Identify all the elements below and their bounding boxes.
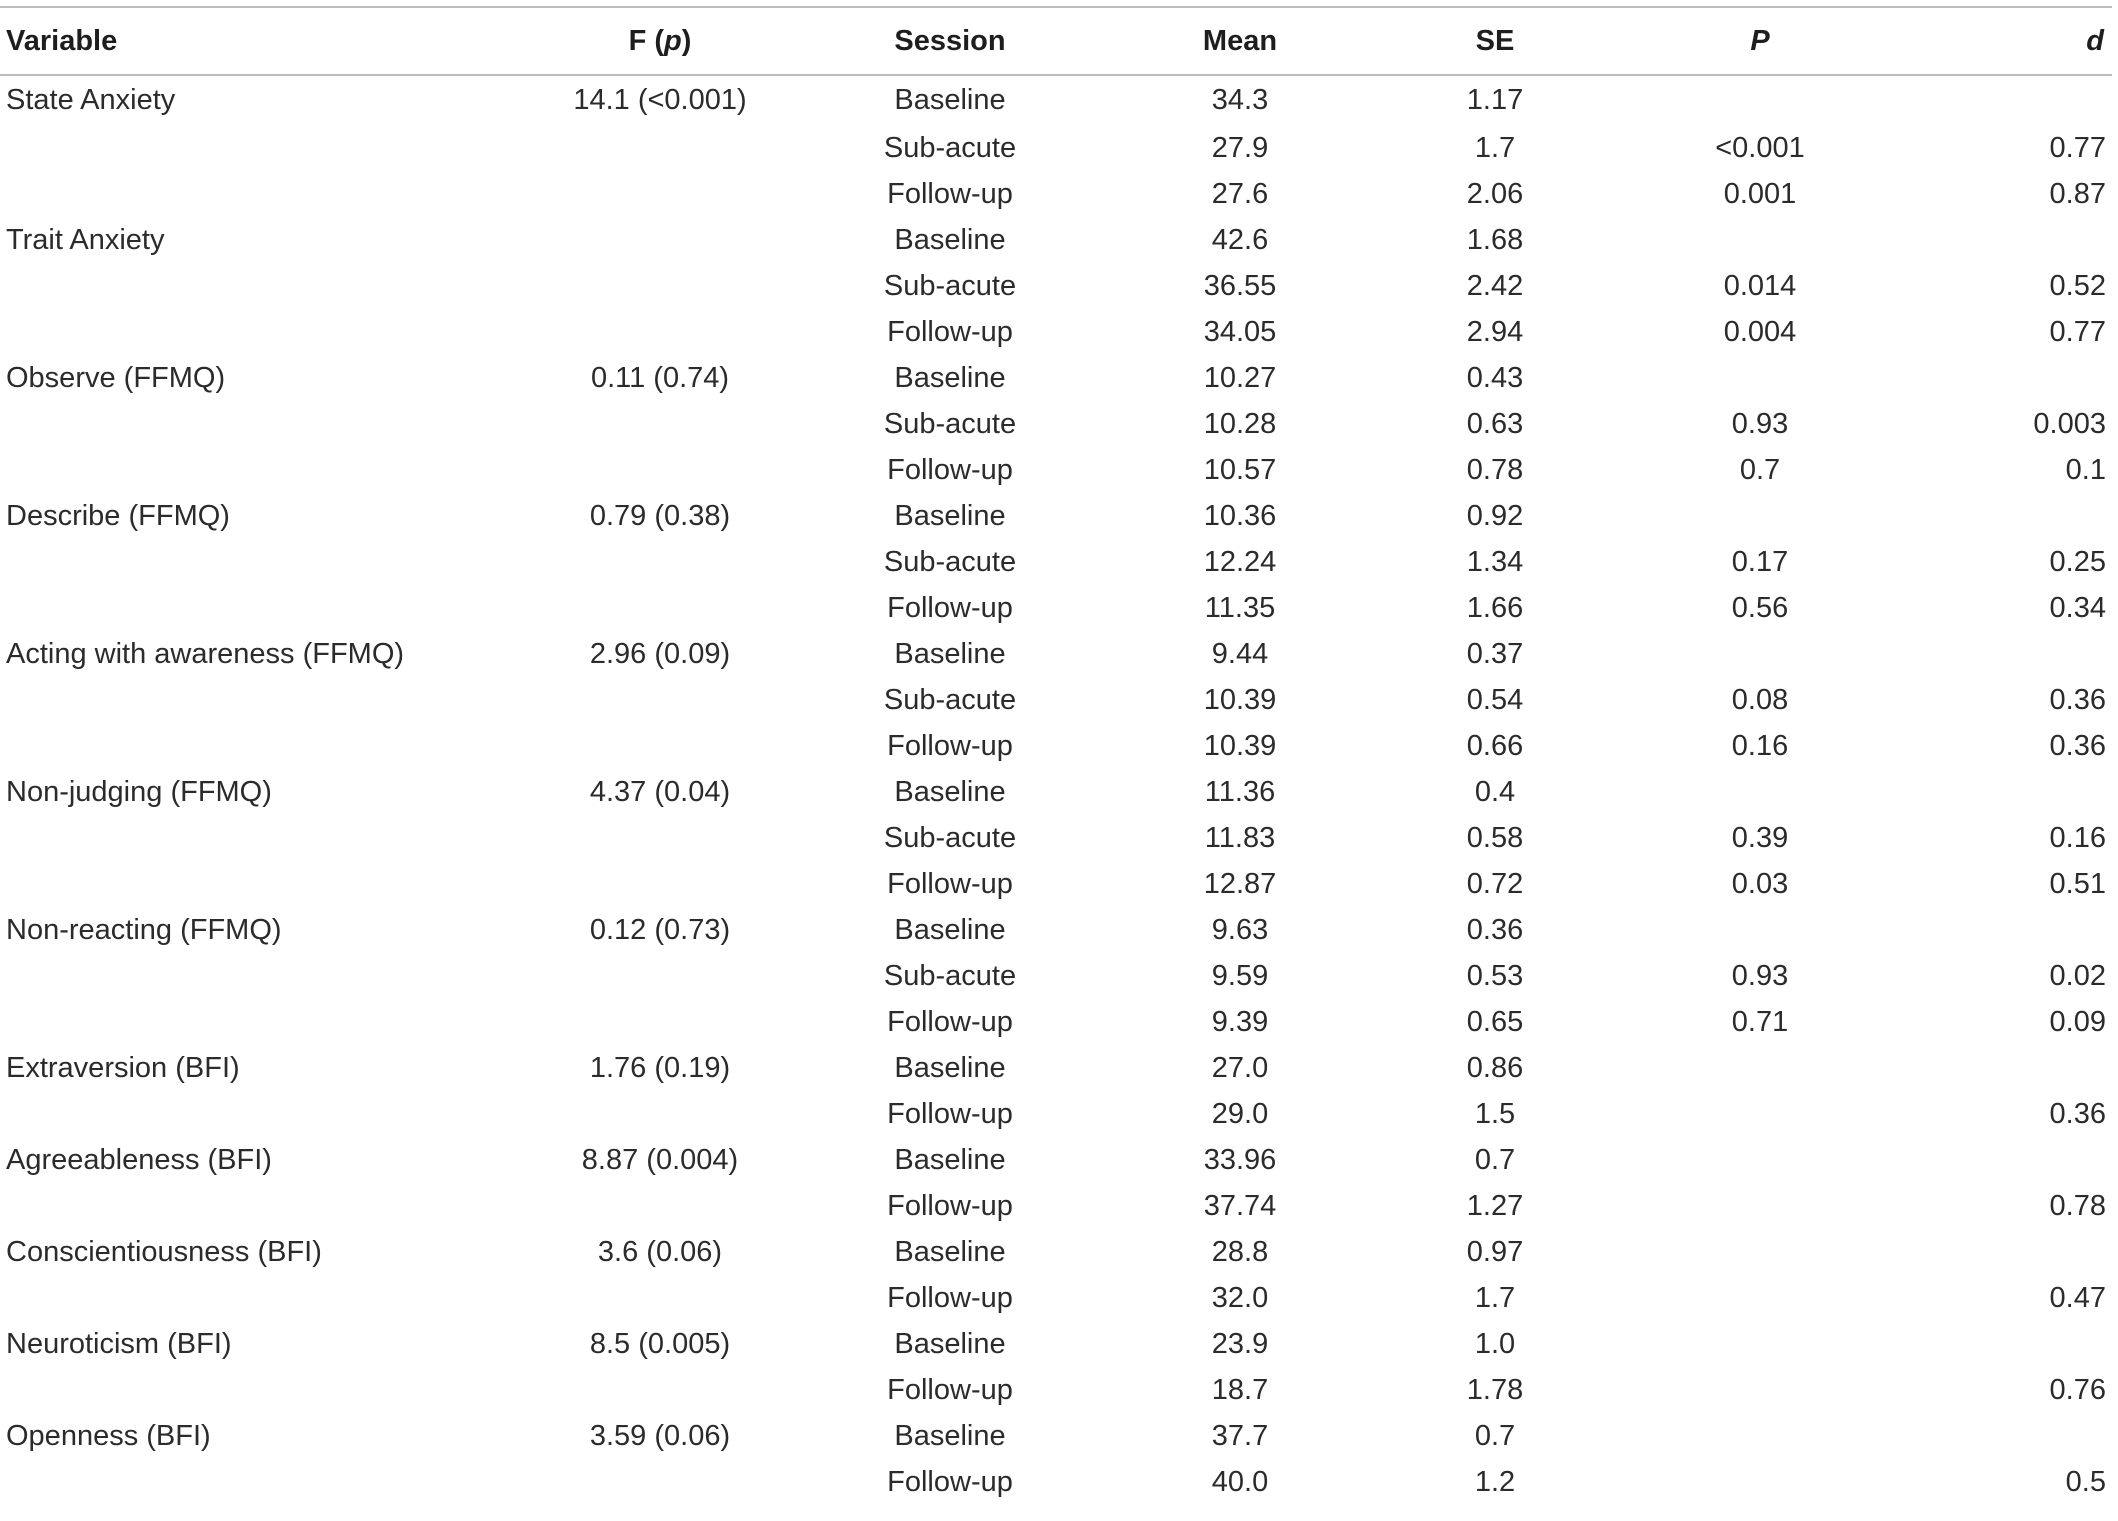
cell-mean: 10.39: [1203, 729, 1277, 762]
cell-se: 1.34: [1466, 545, 1524, 578]
cell-effect-size: [1910, 355, 2112, 401]
cell-session: Follow-up: [887, 1097, 1013, 1130]
cell-f-stat: [520, 999, 800, 1045]
table-row: [0, 263, 2112, 309]
cell-p-value: [1610, 1459, 1910, 1505]
table-row: [0, 447, 2112, 493]
cell-f-stat: [520, 585, 800, 631]
cell-se: 0.72: [1466, 867, 1524, 900]
cell-variable: [0, 861, 520, 907]
cell-se: 0.63: [1466, 407, 1524, 440]
table-row: [0, 815, 2112, 861]
results-table: [0, 6, 2112, 1505]
cell-variable: Acting with awareness (FFMQ): [6, 637, 405, 670]
cell-mean: 42.6: [1211, 223, 1269, 256]
cell-effect-size: [1910, 75, 2112, 125]
cell-p-value: 0.08: [1731, 683, 1789, 716]
cell-variable: [0, 953, 520, 999]
cell-f-stat: 2.96 (0.09): [589, 637, 731, 670]
cell-p-value: 0.014: [1723, 269, 1797, 302]
cell-effect-size: 0.36: [2049, 729, 2106, 762]
cell-session: Sub-acute: [883, 959, 1017, 992]
header-session: Session: [800, 7, 1100, 75]
cell-mean: 18.7: [1211, 1373, 1269, 1406]
cell-effect-size: [1910, 1321, 2112, 1367]
cell-f-stat: 4.37 (0.04): [589, 775, 731, 808]
cell-f-stat: [520, 953, 800, 999]
cell-f-stat: [520, 723, 800, 769]
cell-variable: [0, 125, 520, 171]
cell-variable: [0, 309, 520, 355]
cell-variable: [0, 539, 520, 585]
cell-effect-size: 0.1: [2065, 453, 2106, 486]
cell-se: 1.68: [1466, 223, 1524, 256]
cell-variable: State Anxiety: [6, 84, 176, 116]
cell-se: 1.66: [1466, 591, 1524, 624]
cell-se: 0.4: [1474, 775, 1516, 808]
cell-se: 0.7: [1474, 1143, 1516, 1176]
cell-mean: 10.28: [1203, 407, 1277, 440]
cell-variable: Extraversion (BFI): [6, 1051, 240, 1084]
cell-mean: 11.36: [1204, 775, 1276, 808]
cell-f-stat: 0.12 (0.73): [589, 913, 731, 946]
cell-p-value: 0.17: [1731, 545, 1789, 578]
cell-p-value: [1610, 1229, 1910, 1275]
cell-p-value: 0.004: [1723, 315, 1797, 348]
results-table-container: [0, 6, 2118, 1521]
cell-effect-size: [1910, 769, 2112, 815]
cell-p-value: 0.93: [1731, 407, 1789, 440]
cell-variable: [0, 1091, 520, 1137]
table-row: [0, 907, 2112, 953]
cell-variable: [0, 263, 520, 309]
cell-effect-size: 0.34: [2049, 591, 2106, 624]
cell-effect-size: 0.25: [2049, 545, 2106, 578]
cell-mean: 34.3: [1211, 84, 1269, 116]
table-row: [0, 1137, 2112, 1183]
table-row: [0, 1367, 2112, 1413]
cell-p-value: 0.03: [1731, 867, 1789, 900]
cell-effect-size: [1910, 907, 2112, 953]
table-row: [0, 723, 2112, 769]
cell-session: Follow-up: [887, 1189, 1013, 1222]
table-row: [0, 309, 2112, 355]
cell-session: Sub-acute: [883, 269, 1017, 302]
cell-f-stat: [520, 447, 800, 493]
cell-p-value: [1610, 769, 1910, 815]
cell-se: 1.5: [1474, 1097, 1516, 1130]
cell-effect-size: 0.78: [2049, 1189, 2106, 1222]
cell-se: 0.86: [1466, 1051, 1524, 1084]
cell-effect-size: 0.51: [2049, 867, 2106, 900]
cell-p-value: [1610, 75, 1910, 125]
cell-p-value: 0.56: [1731, 591, 1789, 624]
cell-mean: 36.55: [1203, 269, 1277, 302]
cell-mean: 12.24: [1203, 545, 1277, 578]
cell-effect-size: [1910, 217, 2112, 263]
table-row: [0, 171, 2112, 217]
cell-session: Follow-up: [887, 867, 1013, 900]
cell-effect-size: 0.47: [2049, 1281, 2106, 1314]
cell-session: Sub-acute: [883, 821, 1017, 854]
cell-se: 2.94: [1466, 315, 1524, 348]
cell-se: 2.06: [1466, 177, 1524, 210]
cell-mean: 10.36: [1203, 499, 1277, 532]
cell-f-stat: [520, 309, 800, 355]
cell-variable: [0, 815, 520, 861]
table-row: [0, 677, 2112, 723]
cell-variable: [0, 1183, 520, 1229]
header-p: P: [1610, 7, 1910, 75]
cell-se: 1.0: [1474, 1327, 1516, 1360]
cell-variable: Non-judging (FFMQ): [6, 775, 272, 808]
cell-f-stat: 0.79 (0.38): [589, 499, 731, 532]
cell-variable: Non-reacting (FFMQ): [6, 913, 282, 946]
cell-mean: 10.27: [1203, 361, 1277, 394]
cell-variable: Agreeableness (BFI): [6, 1143, 272, 1176]
cell-session: Baseline: [894, 84, 1006, 116]
cell-session: Baseline: [894, 775, 1006, 808]
cell-effect-size: 0.02: [2049, 959, 2106, 992]
cell-f-stat: [520, 1275, 800, 1321]
cell-se: 0.65: [1466, 1005, 1524, 1038]
cell-session: Follow-up: [887, 453, 1013, 486]
cell-session: Baseline: [894, 361, 1006, 394]
cell-mean: 10.57: [1203, 453, 1277, 486]
cell-f-stat: [520, 217, 800, 263]
cell-effect-size: 0.87: [2049, 177, 2106, 210]
cell-variable: [0, 1275, 520, 1321]
header-mean: Mean: [1100, 7, 1380, 75]
cell-p-value: [1610, 1137, 1910, 1183]
cell-p-value: 0.71: [1731, 1005, 1789, 1038]
cell-effect-size: 0.09: [2049, 1005, 2106, 1038]
cell-variable: [0, 447, 520, 493]
cell-f-stat: [520, 677, 800, 723]
cell-se: 1.17: [1466, 84, 1524, 116]
cell-se: 1.7: [1474, 131, 1516, 164]
cell-variable: [0, 677, 520, 723]
cell-session: Follow-up: [887, 1373, 1013, 1406]
cell-p-value: [1610, 1091, 1910, 1137]
table-row: [0, 1183, 2112, 1229]
cell-session: Baseline: [894, 1235, 1006, 1268]
cell-variable: Conscientiousness (BFI): [6, 1235, 322, 1268]
cell-mean: 27.6: [1211, 177, 1269, 210]
cell-effect-size: [1910, 493, 2112, 539]
cell-se: 0.7: [1474, 1419, 1516, 1452]
cell-p-value: 0.39: [1731, 821, 1789, 854]
cell-mean: 27.0: [1211, 1051, 1269, 1084]
header-f-p: p: [664, 24, 682, 57]
cell-mean: 37.74: [1203, 1189, 1277, 1222]
cell-f-stat: 1.76 (0.19): [589, 1051, 731, 1084]
cell-session: Baseline: [894, 637, 1006, 670]
cell-variable: [0, 585, 520, 631]
cell-p-value: [1610, 907, 1910, 953]
cell-variable: Neuroticism (BFI): [6, 1327, 232, 1360]
cell-session: Baseline: [894, 1143, 1006, 1176]
table-row: [0, 861, 2112, 907]
cell-mean: 32.0: [1211, 1281, 1269, 1314]
cell-session: Baseline: [894, 1051, 1006, 1084]
cell-p-value: [1610, 1321, 1910, 1367]
cell-session: Sub-acute: [883, 131, 1017, 164]
table-row: [0, 1275, 2112, 1321]
cell-f-stat: [520, 815, 800, 861]
cell-effect-size: 0.36: [2049, 683, 2106, 716]
cell-mean: 27.9: [1211, 131, 1269, 164]
cell-session: Baseline: [894, 913, 1006, 946]
cell-se: 1.7: [1474, 1281, 1516, 1314]
cell-mean: 11.83: [1204, 821, 1276, 854]
cell-variable: [0, 723, 520, 769]
cell-p-value: [1610, 1413, 1910, 1459]
cell-effect-size: 0.16: [2049, 821, 2106, 854]
cell-se: 1.78: [1466, 1373, 1524, 1406]
cell-session: Baseline: [894, 1419, 1006, 1452]
table-row: [0, 539, 2112, 585]
cell-session: Baseline: [894, 223, 1006, 256]
cell-se: 0.43: [1466, 361, 1524, 394]
cell-session: Follow-up: [887, 591, 1013, 624]
cell-session: Follow-up: [887, 729, 1013, 762]
table-row: [0, 1229, 2112, 1275]
cell-mean: 33.96: [1203, 1143, 1277, 1176]
cell-p-value: [1610, 1275, 1910, 1321]
cell-effect-size: [1910, 631, 2112, 677]
cell-p-value: [1610, 493, 1910, 539]
cell-session: Follow-up: [887, 177, 1013, 210]
cell-f-stat: [520, 1367, 800, 1413]
header-f: [520, 7, 800, 75]
cell-se: 2.42: [1466, 269, 1524, 302]
cell-mean: 9.59: [1211, 959, 1269, 992]
table-row: [0, 1413, 2112, 1459]
cell-f-stat: [520, 263, 800, 309]
cell-se: 0.66: [1466, 729, 1524, 762]
cell-effect-size: 0.003: [2033, 407, 2106, 440]
table-row: [0, 769, 2112, 815]
table-row: [0, 493, 2112, 539]
cell-f-stat: 14.1 (<0.001): [573, 84, 747, 116]
cell-mean: 9.44: [1211, 637, 1269, 670]
cell-session: Sub-acute: [883, 407, 1017, 440]
cell-session: Follow-up: [887, 1005, 1013, 1038]
cell-variable: [0, 999, 520, 1045]
header-row: [0, 7, 2112, 75]
cell-se: 0.36: [1466, 913, 1524, 946]
cell-variable: [0, 1459, 520, 1505]
header-variable: Variable: [0, 7, 520, 75]
cell-effect-size: [1910, 1045, 2112, 1091]
table-body: [0, 75, 2112, 1505]
cell-p-value: 0.93: [1731, 959, 1789, 992]
table-row: [0, 1045, 2112, 1091]
table-row: [0, 631, 2112, 677]
table-row: [0, 1321, 2112, 1367]
table-row: [0, 999, 2112, 1045]
cell-mean: 9.39: [1211, 1005, 1269, 1038]
cell-session: Sub-acute: [883, 545, 1017, 578]
cell-f-stat: 3.59 (0.06): [589, 1419, 731, 1452]
table-row: [0, 217, 2112, 263]
cell-f-stat: [520, 861, 800, 907]
cell-f-stat: [520, 125, 800, 171]
cell-variable: Observe (FFMQ): [6, 361, 226, 394]
table-header: [0, 7, 2112, 75]
table-row: [0, 1091, 2112, 1137]
cell-mean: 37.7: [1211, 1419, 1269, 1452]
cell-p-value: [1610, 217, 1910, 263]
cell-mean: 23.9: [1211, 1327, 1269, 1360]
cell-effect-size: 0.5: [2065, 1465, 2106, 1498]
cell-mean: 10.39: [1203, 683, 1277, 716]
cell-f-stat: [520, 1091, 800, 1137]
cell-mean: 29.0: [1211, 1097, 1269, 1130]
cell-se: 1.2: [1474, 1465, 1516, 1498]
cell-f-stat: 3.6 (0.06): [597, 1235, 723, 1268]
cell-f-stat: [520, 1183, 800, 1229]
cell-mean: 12.87: [1203, 867, 1277, 900]
cell-effect-size: [1910, 1229, 2112, 1275]
cell-session: Sub-acute: [883, 683, 1017, 716]
table-row: [0, 953, 2112, 999]
table-row: [0, 585, 2112, 631]
header-d: d: [1910, 7, 2112, 75]
cell-effect-size: [1910, 1413, 2112, 1459]
cell-p-value: 0.001: [1723, 177, 1797, 210]
cell-f-stat: [520, 539, 800, 585]
cell-variable: [0, 171, 520, 217]
cell-effect-size: [1910, 1137, 2112, 1183]
cell-effect-size: 0.77: [2049, 131, 2106, 164]
cell-p-value: [1610, 355, 1910, 401]
cell-session: Follow-up: [887, 1281, 1013, 1314]
cell-f-stat: 8.5 (0.005): [589, 1327, 731, 1360]
cell-p-value: 0.7: [1739, 453, 1781, 486]
table-row: [0, 355, 2112, 401]
table-row: [0, 125, 2112, 171]
cell-se: 0.92: [1466, 499, 1524, 532]
cell-p-value: [1610, 1045, 1910, 1091]
table-row: [0, 75, 2112, 125]
cell-session: Baseline: [894, 1327, 1006, 1360]
cell-p-value: <0.001: [1715, 131, 1805, 164]
cell-se: 0.78: [1466, 453, 1524, 486]
cell-variable: Trait Anxiety: [6, 223, 165, 256]
cell-se: 0.54: [1466, 683, 1524, 716]
cell-variable: Openness (BFI): [6, 1419, 211, 1452]
cell-mean: 28.8: [1211, 1235, 1269, 1268]
cell-effect-size: 0.52: [2049, 269, 2106, 302]
table-row: [0, 1459, 2112, 1505]
header-se: SE: [1380, 7, 1610, 75]
cell-effect-size: 0.36: [2049, 1097, 2106, 1130]
cell-se: 0.37: [1466, 637, 1524, 670]
cell-p-value: [1610, 1183, 1910, 1229]
cell-f-stat: 0.11 (0.74): [590, 361, 730, 394]
cell-session: Follow-up: [887, 1465, 1013, 1498]
cell-mean: 9.63: [1211, 913, 1269, 946]
cell-f-stat: 8.87 (0.004): [581, 1143, 739, 1176]
cell-variable: [0, 401, 520, 447]
cell-se: 0.97: [1466, 1235, 1524, 1268]
cell-p-value: 0.16: [1731, 729, 1789, 762]
cell-mean: 11.35: [1204, 591, 1276, 624]
cell-p-value: [1610, 631, 1910, 677]
cell-se: 1.27: [1466, 1189, 1524, 1222]
cell-variable: [0, 1367, 520, 1413]
cell-se: 0.58: [1466, 821, 1524, 854]
table-row: [0, 401, 2112, 447]
cell-f-stat: [520, 1459, 800, 1505]
header-f-prefix: F (: [628, 24, 665, 57]
cell-mean: 40.0: [1211, 1465, 1269, 1498]
cell-se: 0.53: [1466, 959, 1524, 992]
cell-session: Baseline: [894, 499, 1006, 532]
cell-mean: 34.05: [1203, 315, 1277, 348]
cell-f-stat: [520, 401, 800, 447]
cell-f-stat: [520, 171, 800, 217]
cell-p-value: [1610, 1367, 1910, 1413]
cell-session: Follow-up: [887, 315, 1013, 348]
cell-effect-size: 0.76: [2049, 1373, 2106, 1406]
header-f-suffix: ): [681, 24, 692, 57]
cell-variable: Describe (FFMQ): [6, 499, 230, 532]
cell-effect-size: 0.77: [2049, 315, 2106, 348]
